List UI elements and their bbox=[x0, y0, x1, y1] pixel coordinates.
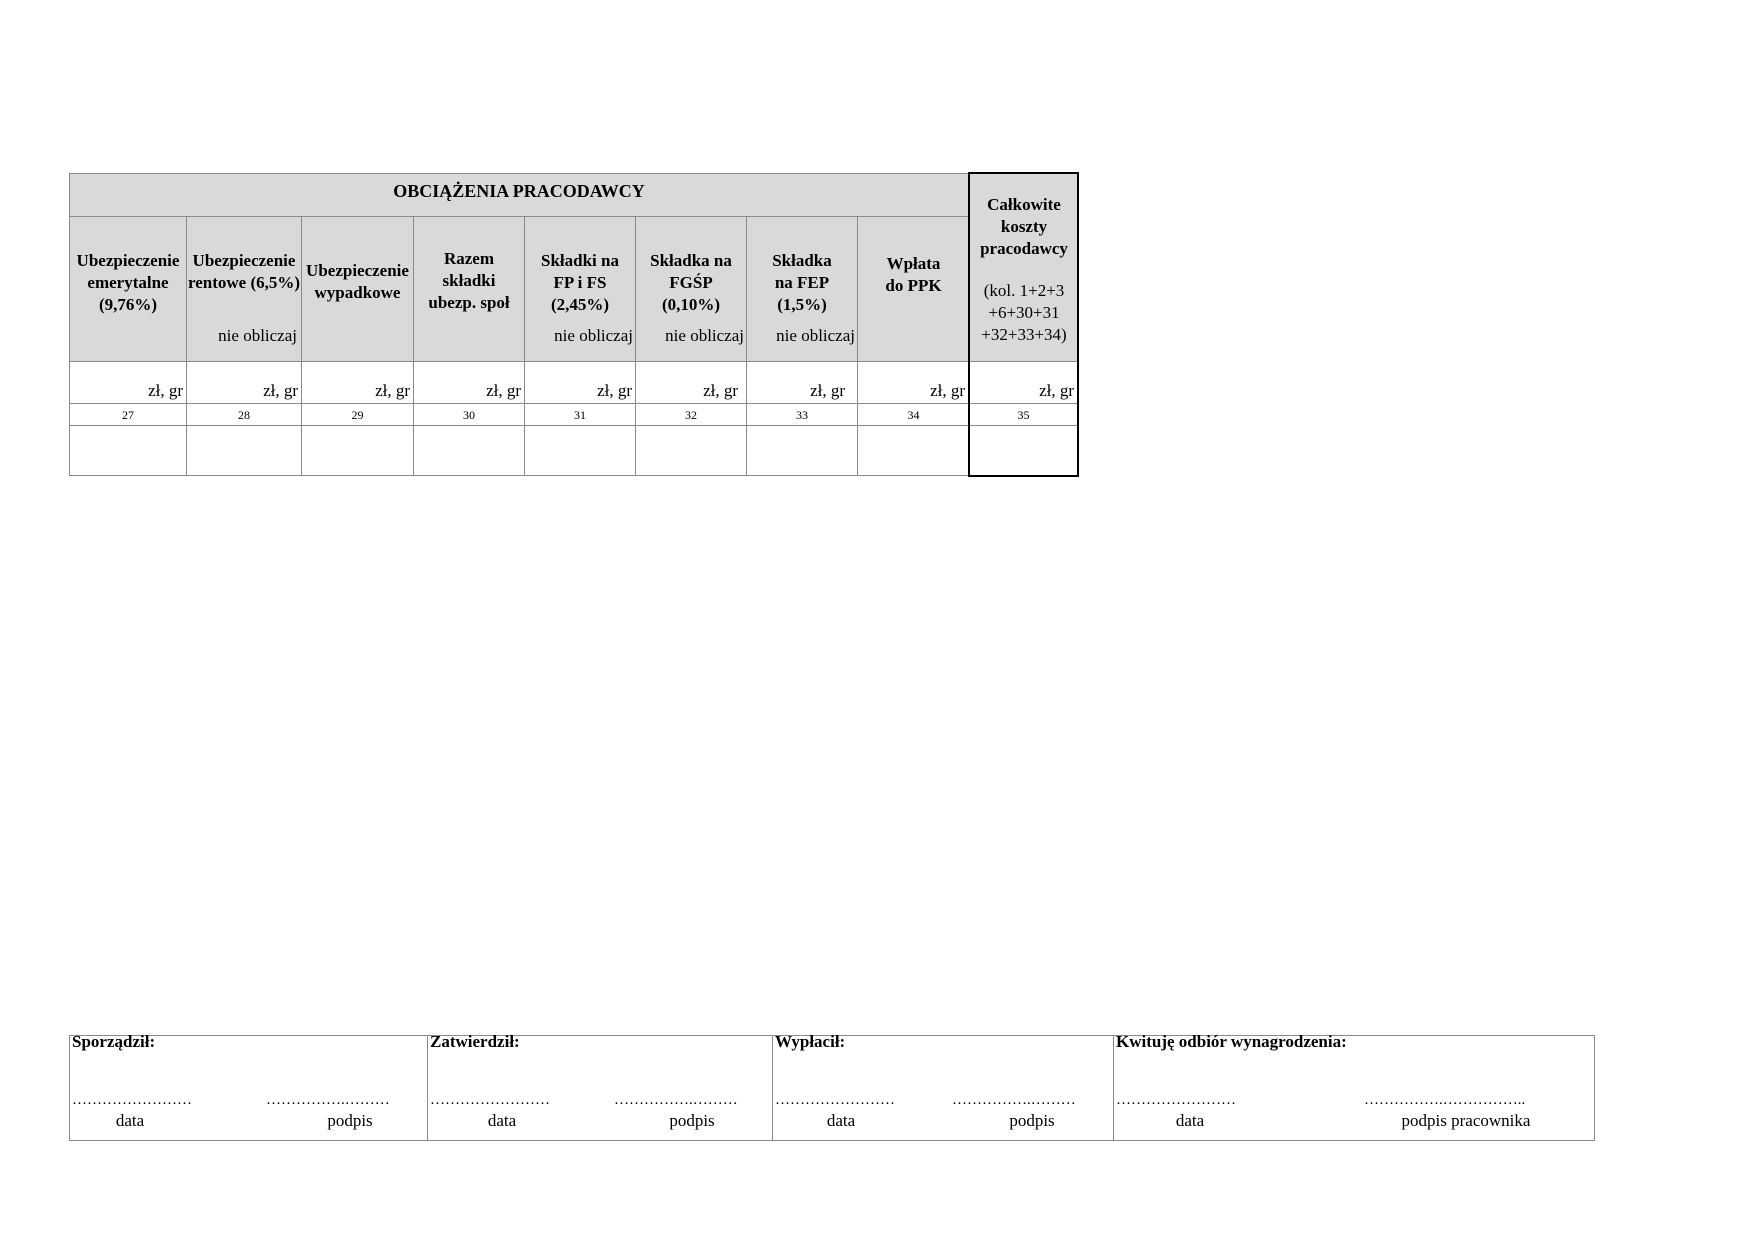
signature-label: Zatwierdził: bbox=[430, 1032, 520, 1051]
value-cell-29[interactable] bbox=[302, 426, 413, 475]
signature-line[interactable]: …………….……… bbox=[952, 1092, 1076, 1108]
col-note-31: nie obliczaj bbox=[554, 326, 633, 345]
date-caption: data bbox=[826, 1111, 856, 1130]
col-number: 28 bbox=[238, 408, 250, 422]
value-cell-35[interactable] bbox=[970, 426, 1077, 475]
signature-caption: podpis bbox=[1009, 1111, 1055, 1130]
unit-label: zł, gr bbox=[486, 381, 521, 400]
signature-label: Kwituję odbiór wynagrodzenia: bbox=[1116, 1032, 1347, 1051]
signature-line[interactable]: …………….…………….. bbox=[1364, 1092, 1526, 1108]
value-cell-34[interactable] bbox=[858, 426, 968, 475]
col-number: 34 bbox=[907, 408, 920, 422]
total-col-formula: (kol. 1+2+3 +6+30+31 +32+33+34) bbox=[981, 281, 1067, 344]
col-number: 31 bbox=[574, 408, 586, 422]
col-note-28: nie obliczaj bbox=[218, 326, 297, 345]
unit-label: zł, gr bbox=[930, 381, 965, 400]
date-caption: data bbox=[115, 1111, 145, 1130]
unit-label: zł, gr bbox=[703, 381, 738, 400]
col-number: 35 bbox=[1017, 408, 1030, 422]
date-line[interactable]: …………………… bbox=[1116, 1092, 1236, 1108]
signature-line[interactable]: …………….……… bbox=[614, 1092, 738, 1108]
unit-label: zł, gr bbox=[375, 381, 410, 400]
unit-label: zł, gr bbox=[263, 381, 298, 400]
value-cell-32[interactable] bbox=[636, 426, 746, 475]
signature-caption: podpis bbox=[327, 1111, 373, 1130]
col-header-32: Składka na FGŚP (0,10%) bbox=[650, 251, 732, 314]
value-cell-27[interactable] bbox=[70, 426, 186, 475]
date-caption: data bbox=[1175, 1111, 1205, 1130]
value-cell-31[interactable] bbox=[525, 426, 635, 475]
col-header-34: Wpłata do PPK bbox=[885, 254, 942, 295]
total-col-header: Całkowite koszty pracodawcy bbox=[980, 195, 1068, 258]
value-cell-30[interactable] bbox=[414, 426, 524, 475]
table-title: OBCIĄŻENIA PRACODAWCY bbox=[393, 181, 645, 201]
unit-label: zł, gr bbox=[1039, 381, 1074, 400]
signature-caption: podpis bbox=[669, 1111, 715, 1130]
col-number: 30 bbox=[463, 408, 475, 422]
col-header-33: Składka na FEP (1,5%) bbox=[772, 251, 832, 314]
unit-label: zł, gr bbox=[810, 381, 845, 400]
signature-label: Wypłacił: bbox=[775, 1032, 846, 1051]
date-line[interactable]: …………………… bbox=[430, 1092, 550, 1108]
date-caption: data bbox=[487, 1111, 517, 1130]
col-note-32: nie obliczaj bbox=[665, 326, 744, 345]
unit-label: zł, gr bbox=[597, 381, 632, 400]
unit-label: zł, gr bbox=[148, 381, 183, 400]
col-number: 29 bbox=[351, 408, 364, 422]
col-number: 33 bbox=[796, 408, 808, 422]
signature-label: Sporządził: bbox=[72, 1032, 156, 1051]
value-cell-33[interactable] bbox=[747, 426, 857, 475]
col-note-33: nie obliczaj bbox=[776, 326, 855, 345]
signature-caption: podpis pracownika bbox=[1401, 1111, 1531, 1130]
col-header-31: Składki na FP i FS (2,45%) bbox=[541, 251, 619, 314]
col-number: 32 bbox=[685, 408, 697, 422]
signature-line[interactable]: …………….……… bbox=[266, 1092, 390, 1108]
value-cell-28[interactable] bbox=[187, 426, 301, 475]
col-header-28: Ubezpieczenie rentowe (6,5%) bbox=[187, 251, 301, 292]
date-line[interactable]: …………………… bbox=[775, 1092, 895, 1108]
col-header-27: Ubezpieczenie emerytalne (9,76%) bbox=[76, 251, 180, 314]
col-header-30: Razem składki ubezp. społ bbox=[428, 249, 510, 312]
date-line[interactable]: …………………… bbox=[72, 1092, 192, 1108]
col-number: 27 bbox=[122, 408, 134, 422]
col-header-29: Ubezpieczenie wypadkowe bbox=[306, 261, 409, 302]
